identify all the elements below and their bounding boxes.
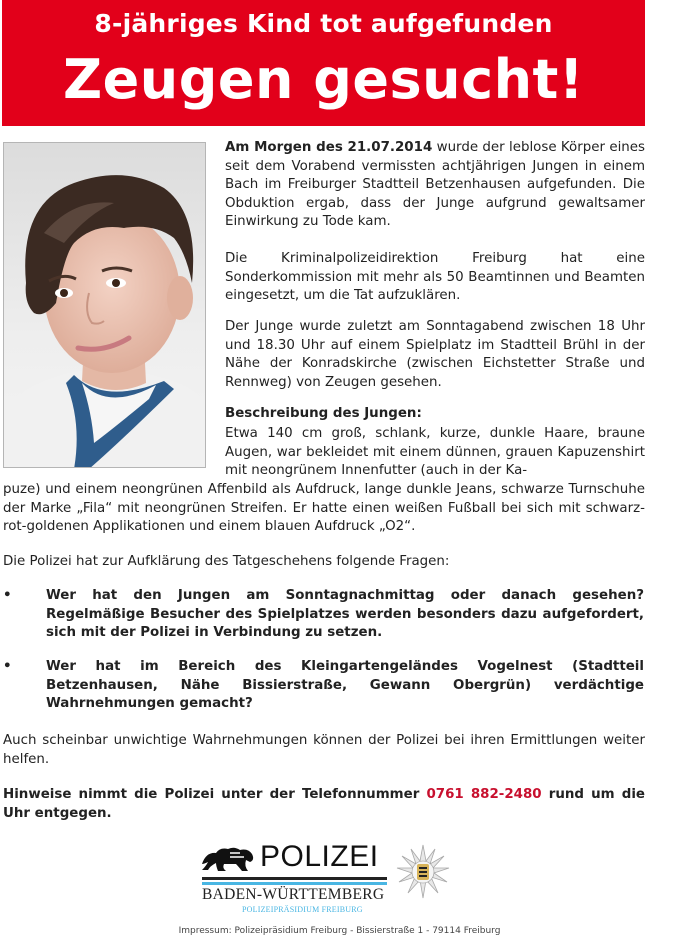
paragraph-last-seen: Der Junge wurde zuletzt am Sonntagabend zwischen 18 Uhr und 18.30 Uhr auf einem Spielplatz im Stadtteil Brühl in der Nähe der Konradskirche (zwischen Eichstetter Straße und Rennweg) von Zeugen gesehen. [225, 319, 645, 390]
paragraph-special-commission: Die Kriminalpolizeidirektion Freiburg hat eine Sonderkommission mit mehr als 50 Beamtinnen und Beamten eingesetzt, um die Tat aufzuklären. [225, 251, 645, 304]
description-text-top: Etwa 140 cm groß, schlank, kurze, dunkle Haare, braune Augen, war bekleidet mit einem dünnen, grauen Kapuzenshirt mit neongrünem Innenfutter (auch in der Ka- [225, 426, 645, 479]
bullet-icon: • [3, 588, 12, 603]
description-heading: Beschreibung des Jungen: [225, 406, 422, 421]
also-note: Auch scheinbar unwichtige Wahrnehmungen können der Polizei bei ihren Ermittlungen weiter helfen. [3, 733, 645, 767]
contact-text-after: rund um die Uhr entgegen. [3, 787, 646, 821]
description-text-rest: puze) und einem neongrünen Affenbild als Aufdruck, lange dunkle Jeans, schwarze Turnschuhe der Marke „Fila“ mit neongrünen Streifen. Er hatte einen weißen Fußball bei sich mit schwarz-rot-goldenen Applikationen und einem blauen Aufdruck „O2“. [3, 482, 645, 535]
question-text: Wer hat den Jungen am Sonntagnachmittag oder danach gesehen? Regelmäßige Besucher des Spielplatzes werden besonders dazu aufgefordert, sich mit der Polizei in Verbindung zu setzen. [46, 588, 644, 641]
headline-title: Zeugen gesucht! [62, 48, 584, 111]
portrait-illustration [4, 143, 206, 468]
contact-info [3, 786, 645, 823]
logo-rule-dark [202, 877, 387, 880]
lion-icon [200, 844, 256, 874]
police-logo [200, 842, 450, 918]
headline-banner [2, 0, 645, 126]
discovery-text: wurde der leblose Körper eines seit dem Vorabend vermissten achtjährigen Jungen in einem Bach im Freiburger Stadtteil Betzenhausen aufgefunden. Die Obduktion ergab, dass der Junge aufgrund gewaltsamer Einwirkung zu Tode kam. [225, 140, 645, 230]
logo-department: POLIZEIPRÄSIDIUM FREIBURG [242, 905, 363, 914]
headline-subtitle: 8-jähriges Kind tot aufgefunden [94, 9, 553, 38]
bullet-icon: • [3, 659, 12, 674]
imprint: Impressum: Polizeipräsidium Freiburg - Bissierstraße 1 - 79114 Freiburg [178, 926, 501, 936]
contact-text-before: Hinweise nimmt die Polizei unter der Telefonnummer [3, 787, 427, 802]
police-star-badge-icon [395, 844, 451, 900]
question-text: Wer hat im Bereich des Kleingartengeländes Vogelnest (Stadtteil Betzenhausen, Nähe Bissierstraße, Gewann Obergrün) verdächtige Wahrnehmungen gemacht? [46, 659, 644, 712]
discovery-date: Am Morgen des 21.07.2014 [225, 140, 433, 155]
police-wordmark: POLIZEI [260, 840, 379, 873]
logo-rule-blue [202, 882, 387, 885]
paragraph-discovery [225, 139, 645, 232]
boy-portrait-photo [3, 142, 206, 468]
phone-number[interactable]: 0761 882-2480 [426, 787, 542, 802]
questions-intro: Die Polizei hat zur Aufklärung des Tatgeschehens folgende Fragen: [3, 554, 450, 569]
logo-state-name: BADEN-WÜRTTEMBERG [202, 886, 385, 903]
